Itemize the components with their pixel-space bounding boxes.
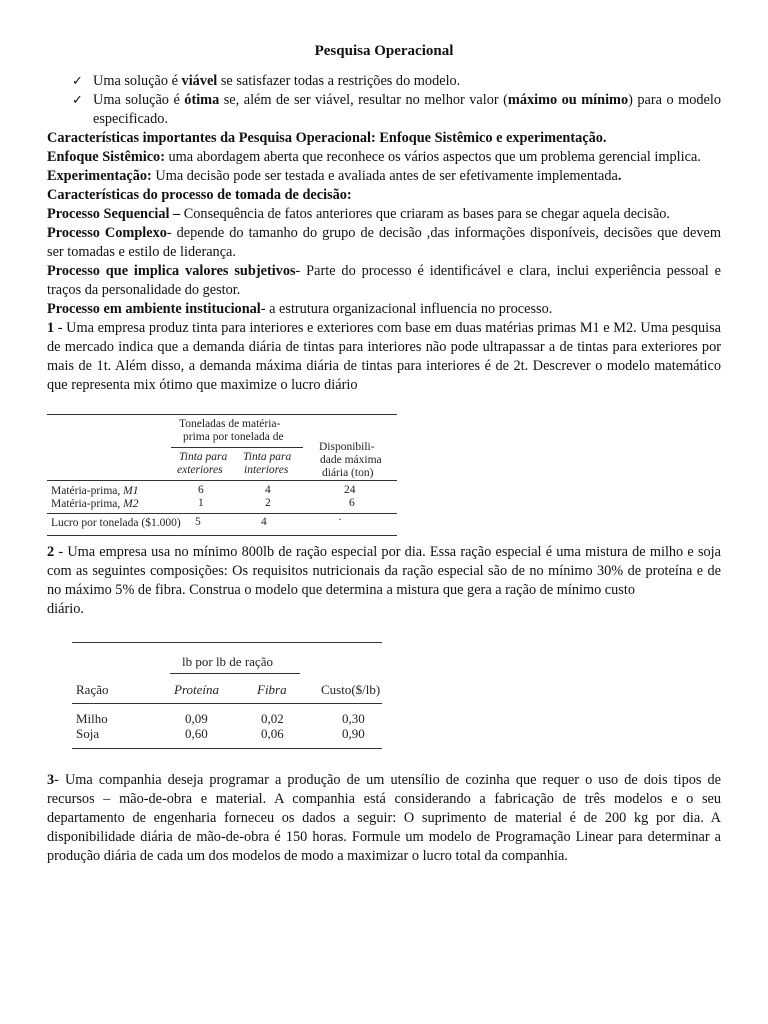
table-rule (72, 748, 382, 749)
paragraph-sequencial: Processo Sequencial – Consequência de fatos anteriores que criaram as bases para se chegar aquela decisão. (47, 206, 671, 222)
intro-section (47, 72, 721, 395)
checkmark-icon: ✓ (72, 93, 83, 108)
section-heading: Características do processo de tomada de decisão: (47, 187, 352, 203)
table-cell: 6 (349, 497, 355, 509)
table-cell: · (338, 514, 342, 526)
column-header: exteriores (177, 464, 223, 476)
table-cell: 0,06 (261, 726, 284, 741)
column-header: Tinta para (243, 451, 292, 463)
section-heading: Características importantes da Pesquisa Operacional: Enfoque Sistêmico e experimentação. (47, 130, 607, 146)
paragraph-subjetivos: Processo que implica valores subjetivos- Parte do processo é identificável e clara, inclui experiência pessoal e traços da personalidade do gestor. (47, 263, 721, 298)
problem-1: 1 - Uma empresa produz tinta para interiores e exteriores com base em duas matérias primas M1 e M2. Uma pesquisa de mercado indica que a demanda diária de tintas para interiores não pode ultrapassar a de tintas para exteriores por mais de 1t. Além disso, a demanda máxima diária de tintas para interiores é de 2t. Descrever o modelo matemático que representa mix ótimo que maximize o lucro diário (47, 320, 721, 393)
column-header: Disponibili- (319, 441, 375, 453)
list-item: ✓ Uma solução é viável se satisfazer todas a restrições do modelo. (72, 73, 461, 89)
table-cell: 1 (198, 497, 204, 509)
feed-composition-table (72, 640, 390, 752)
table-cell: 6 (198, 484, 204, 496)
column-header: Tinta para (179, 451, 228, 463)
problem-3: 3- Uma companhia deseja programar a produção de um utensílio de cozinha que requer o uso de dois tipos de recursos – mão-de-obra e material. A companhia está considerando a fabricação de três modelos e o seu departamento de engenharia forneceu os dados a seguir: O suprimento de material é de 200 kg por dia. A disponibilidade diária de mão-de-obra é 150 horas. Formule um modelo de Programação Linear para determinar a produção diária de cada um dos modelos de modo a maximizar o lucro total da companhia. (47, 772, 721, 864)
paragraph-institucional: Processo em ambiente institucional- a estrutura organizacional influencia no processo. (47, 301, 553, 317)
group-header: prima por tonelada de (183, 431, 284, 443)
page-title: Pesquisa Operacional (314, 43, 454, 59)
table-cell: 4 (261, 516, 267, 528)
table-rule (47, 513, 397, 514)
table-cell: 0,90 (342, 726, 365, 741)
column-header: diária (ton) (322, 467, 374, 479)
column-header: interiores (244, 464, 289, 476)
table-rule (171, 447, 303, 448)
table-cell: 0,60 (185, 726, 208, 741)
definition-list (47, 72, 721, 129)
table-rule (72, 642, 382, 643)
column-header: Ração (76, 682, 109, 697)
table-rule (47, 535, 397, 536)
table-cell: 24 (344, 484, 356, 496)
column-header: Fibra (257, 682, 287, 697)
table-rule (72, 703, 382, 704)
table-rule (47, 480, 397, 481)
paragraph-enfoque: Enfoque Sistêmico: uma abordagem aberta que reconhece os vários aspectos que um problema gerencial implica. (47, 149, 701, 165)
row-label: Soja (76, 726, 100, 741)
table-cell: 2 (265, 497, 271, 509)
table-cell: 0,09 (185, 711, 208, 726)
row-label: Milho (76, 711, 108, 726)
list-item: ✓ Uma solução é ótima se, além de ser viável, resultar no melhor valor (máximo ou mínimo) para o modelo especificado. (72, 92, 721, 127)
column-header: Custo($/lb) (321, 682, 381, 697)
paragraph-complexo: Processo Complexo- depende do tamanho do grupo de decisão ,das informações disponíveis, decisões que devem ser tomadas e estilo de liderança. (47, 225, 721, 260)
raw-material-table (47, 414, 397, 538)
row-label: Matéria-prima, M1 (51, 485, 139, 497)
problem-2: 2 - Uma empresa usa no mínimo 800lb de ração especial por dia. Essa ração especial é uma mistura de milho e soja com as seguintes composições: Os requisitos nutricionais da ração especial são de no mínimo 30% de proteína e de no máximo 5% de fibra. Construa o modelo que determina a mistura que gera a ração de mínimo custo diário. (47, 544, 721, 617)
checkmark-icon: ✓ (72, 74, 83, 89)
table-rule (47, 414, 397, 415)
column-header: Proteína (174, 682, 220, 697)
table-cell: 0,30 (342, 711, 365, 726)
table-cell: 4 (265, 484, 271, 496)
table-rule (170, 673, 300, 674)
row-label: Lucro por tonelada ($1.000) (51, 517, 181, 529)
table-cell: 5 (195, 516, 201, 528)
table-cell: 0,02 (261, 711, 284, 726)
group-header: lb por lb de ração (182, 654, 273, 669)
paragraph-experimentacao: Experimentação: Uma decisão pode ser testada e avaliada antes de ser efetivamente implementada. (47, 168, 622, 184)
row-label: Matéria-prima, M2 (51, 498, 139, 510)
column-header: dade máxima (320, 454, 382, 466)
group-header: Toneladas de matéria- (179, 418, 281, 430)
